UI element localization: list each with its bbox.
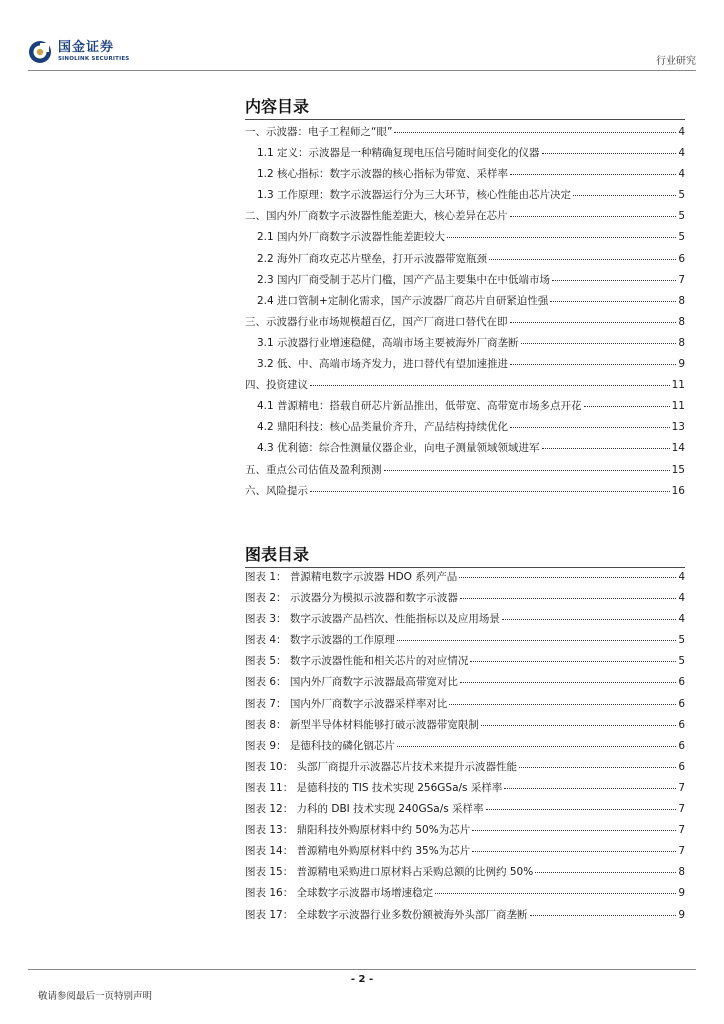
toc-entry-text: 4.1 普源精电：搭载自研芯片新品推出，低带宽、高带宽市场多点开花 (257, 400, 582, 413)
figure-entry[interactable] (245, 759, 685, 780)
toc-entry[interactable] (245, 314, 685, 335)
figure-entry-text: 图表 15： 普源精电采购进口原材料占采购总额的比例约 50% (245, 866, 534, 879)
figure-entry-text: 图表 3： 数字示波器产品档次、性能指标以及应用场景 (245, 613, 500, 626)
figure-entry[interactable] (245, 738, 685, 759)
toc-entry[interactable] (245, 356, 685, 377)
toc-entry-text: 4.3 优利德：综合性测量仪器企业，向电子测量领域领域进军 (257, 442, 540, 455)
figure-entry[interactable] (245, 717, 685, 738)
figure-entry-page: 6 (678, 676, 685, 689)
toc-entry-text: 2.1 国内外厂商数字示波器性能差距较大 (257, 231, 446, 244)
figures-title-rule (245, 567, 685, 568)
toc-entry-text: 1.3 工作原理：数字示波器运行分为三大环节，核心性能由芯片决定 (257, 189, 572, 202)
figure-entry[interactable] (245, 611, 685, 632)
toc-entry-page: 16 (671, 484, 685, 497)
figure-entry-text: 图表 8： 新型半导体材料能够打破示波器带宽限制 (245, 718, 479, 731)
figure-entry-page: 6 (678, 718, 685, 731)
figure-entry-text: 图表 2： 示波器分为模拟示波器和数字示波器 (245, 592, 458, 605)
dot-leader (502, 619, 676, 620)
toc-entry-text: 2.4 进口管制+定制化需求，国产示波器厂商芯片自研紧迫性强 (257, 294, 549, 307)
toc-entry[interactable] (245, 145, 685, 166)
dot-leader (447, 237, 676, 238)
toc-entry-text: 2.3 国内厂商受制于芯片门槛，国产产品主要集中在中低端市场 (257, 273, 551, 286)
figure-entry-page: 9 (678, 908, 685, 921)
dot-leader (510, 322, 677, 323)
figure-entry-page: 4 (678, 613, 685, 626)
dot-leader (384, 470, 670, 471)
dot-leader (510, 174, 676, 175)
figure-entry-page: 5 (678, 634, 685, 647)
toc-entry[interactable] (245, 124, 685, 145)
toc-entry-text: 4.2 鼎阳科技：核心品类量价齐升，产品结构持续优化 (257, 421, 509, 434)
toc-entry-page: 14 (671, 442, 685, 455)
page-header (28, 36, 696, 72)
dot-leader (510, 364, 676, 365)
figure-entry-text: 图表 12： 力科的 DBI 技术实现 240GSa/s 采样率 (245, 803, 484, 816)
figure-entry[interactable] (245, 843, 685, 864)
figure-entry-page: 6 (678, 760, 685, 773)
toc-entry-page: 11 (671, 400, 685, 413)
toc-entry[interactable] (245, 377, 685, 398)
figure-entry[interactable] (245, 674, 685, 695)
dot-leader (542, 448, 670, 449)
figure-entry[interactable] (245, 696, 685, 717)
toc-entry[interactable] (245, 419, 685, 440)
toc-entry-page: 15 (671, 463, 685, 476)
figure-entry-text: 图表 1： 普源精电数字示波器 HDO 系列产品 (245, 571, 458, 583)
report-type-label: 行业研究 (656, 56, 696, 67)
dot-leader (584, 406, 670, 407)
figure-entry[interactable] (245, 907, 685, 928)
figure-entry-text: 图表 5： 数字示波器性能和相关芯片的对应情况 (245, 655, 469, 668)
toc-entry-page: 7 (678, 273, 685, 286)
toc-entry[interactable] (245, 187, 685, 208)
dot-leader (510, 427, 670, 428)
dot-leader (519, 767, 676, 768)
figure-entry-page: 9 (678, 887, 685, 900)
dot-leader (521, 343, 677, 344)
toc-entry[interactable] (245, 440, 685, 461)
company-logo (28, 40, 129, 64)
toc-entry-text: 二、国内外厂商数字示波器性能差距大，核心差异在芯片 (245, 210, 508, 223)
dot-leader (481, 725, 676, 726)
toc-list (245, 124, 685, 504)
toc-title: 内容目录 (245, 97, 310, 116)
dot-leader (486, 809, 677, 810)
toc-entry-text: 五、重点公司估值及盈利预测 (245, 463, 382, 476)
figure-entry-text: 图表 16： 全球数字示波器市场增速稳定 (245, 887, 434, 900)
dot-leader (397, 640, 676, 641)
figure-entry[interactable] (245, 864, 685, 885)
figure-entry-page: 6 (678, 739, 685, 752)
toc-entry[interactable] (245, 462, 685, 483)
toc-entry-text: 3.2 低、中、高端市场齐发力，进口替代有望加速推进 (257, 358, 509, 371)
toc-entry-page: 9 (678, 358, 685, 371)
toc-entry-text: 3.1 示波器行业增速稳健，高端市场主要被海外厂商垄断 (257, 336, 519, 349)
figure-entry-page: 7 (678, 845, 685, 858)
toc-entry[interactable] (245, 229, 685, 250)
figure-entry-page: 4 (678, 592, 685, 605)
logo-english-name: SINOLINK SECURITIES (58, 56, 130, 62)
dot-leader (459, 577, 676, 578)
figure-entry[interactable] (245, 653, 685, 674)
dot-leader (310, 385, 670, 386)
toc-entry[interactable] (245, 293, 685, 314)
toc-entry-page: 5 (678, 210, 685, 223)
figure-entry-text: 图表 6： 国内外厂商数字示波器最高带宽对比 (245, 676, 458, 689)
disclaimer-text: 敬请参阅最后一页特别声明 (38, 991, 153, 1002)
dot-leader (573, 195, 676, 196)
figure-entry[interactable] (245, 780, 685, 801)
toc-entry[interactable] (245, 335, 685, 356)
dot-leader (550, 301, 676, 302)
toc-entry-page: 4 (678, 126, 685, 138)
figure-entry[interactable] (245, 822, 685, 843)
dot-leader (472, 851, 676, 852)
dot-leader (504, 788, 676, 789)
figure-entry[interactable] (245, 801, 685, 822)
toc-entry-page: 8 (678, 336, 685, 349)
toc-entry[interactable] (245, 251, 685, 272)
dot-leader (460, 682, 676, 683)
toc-entry-page: 4 (678, 168, 685, 181)
figure-entry-page: 4 (678, 571, 685, 583)
toc-entry-text: 1.1 定义：示波器是一种精确复现电压信号随时间变化的仪器 (257, 147, 540, 160)
dot-leader (510, 216, 677, 217)
figure-entry-page: 6 (678, 697, 685, 710)
dot-leader (397, 746, 676, 747)
dot-leader (552, 280, 676, 281)
dot-leader (470, 661, 676, 662)
toc-entry-page: 8 (678, 294, 685, 307)
toc-entry-page: 5 (678, 189, 685, 202)
figure-entry-text: 图表 14： 普源精电外购原材料中约 35%为芯片 (245, 845, 471, 858)
footer-divider (28, 969, 696, 970)
dot-leader (394, 132, 676, 133)
dot-leader (435, 893, 676, 894)
toc-entry-text: 1.2 核心指标：数字示波器的核心指标为带宽、采样率 (257, 168, 509, 181)
toc-entry[interactable] (245, 483, 685, 504)
figures-title: 图表目录 (245, 545, 310, 564)
toc-entry-page: 8 (678, 315, 685, 328)
toc-entry-page: 13 (671, 421, 685, 434)
toc-entry-text: 四、投资建议 (245, 379, 308, 392)
figure-entry[interactable] (245, 885, 685, 906)
figure-entry-text: 图表 9： 是德科技的磷化铟芯片 (245, 739, 395, 752)
figure-entry-text: 图表 11： 是德科技的 TIS 技术实现 256GSa/s 采样率 (245, 781, 503, 794)
figures-list (245, 569, 685, 928)
dot-leader (310, 491, 670, 492)
figure-entry-text: 图表 13： 鼎阳科技外购原材料中约 50%为芯片 (245, 824, 471, 837)
figure-entry-page: 8 (678, 866, 685, 879)
figure-entry[interactable] (245, 590, 685, 611)
toc-entry[interactable] (245, 272, 685, 293)
toc-entry-text: 2.2 海外厂商攻克芯片壁垒，打开示波器带宽瓶颈 (257, 252, 488, 265)
dot-leader (460, 598, 676, 599)
figure-entry-page: 7 (678, 803, 685, 816)
toc-entry-page: 11 (671, 379, 685, 392)
dot-leader (542, 153, 677, 154)
dot-leader (472, 830, 676, 831)
page-number: - 2 - (350, 974, 374, 985)
logo-chinese-name: 国金证券 (58, 40, 115, 55)
dot-leader (449, 704, 676, 705)
dot-leader (535, 872, 676, 873)
sinolink-logo-icon (28, 40, 52, 64)
toc-entry-page: 4 (678, 147, 685, 160)
toc-entry[interactable] (245, 208, 685, 229)
figure-entry-page: 5 (678, 655, 685, 668)
figure-entry-page: 7 (678, 781, 685, 794)
toc-entry-text: 三、示波器行业市场规模超百亿，国产厂商进口替代在即 (245, 315, 508, 328)
header-divider (28, 70, 696, 71)
figure-entry-text: 图表 10： 头部厂商提升示波器芯片技术来提升示波器性能 (245, 760, 518, 773)
toc-entry-page: 6 (678, 252, 685, 265)
dot-leader (489, 259, 676, 260)
toc-entry[interactable] (245, 398, 685, 419)
figure-entry-text: 图表 17： 全球数字示波器行业多数份额被海外头部厂商垄断 (245, 908, 528, 921)
toc-entry-page: 5 (678, 231, 685, 244)
toc-title-rule (245, 119, 685, 120)
figure-entry-text: 图表 7： 国内外厂商数字示波器采样率对比 (245, 697, 448, 710)
figure-entry[interactable] (245, 632, 685, 653)
toc-entry-text: 一、示波器：电子工程师之“眼” (245, 126, 393, 138)
figure-entry[interactable] (245, 569, 685, 590)
figure-entry-page: 7 (678, 824, 685, 837)
figure-entry-text: 图表 4： 数字示波器的工作原理 (245, 634, 395, 647)
dot-leader (530, 915, 677, 916)
toc-entry-text: 六、风险提示 (245, 484, 308, 497)
toc-entry[interactable] (245, 166, 685, 187)
